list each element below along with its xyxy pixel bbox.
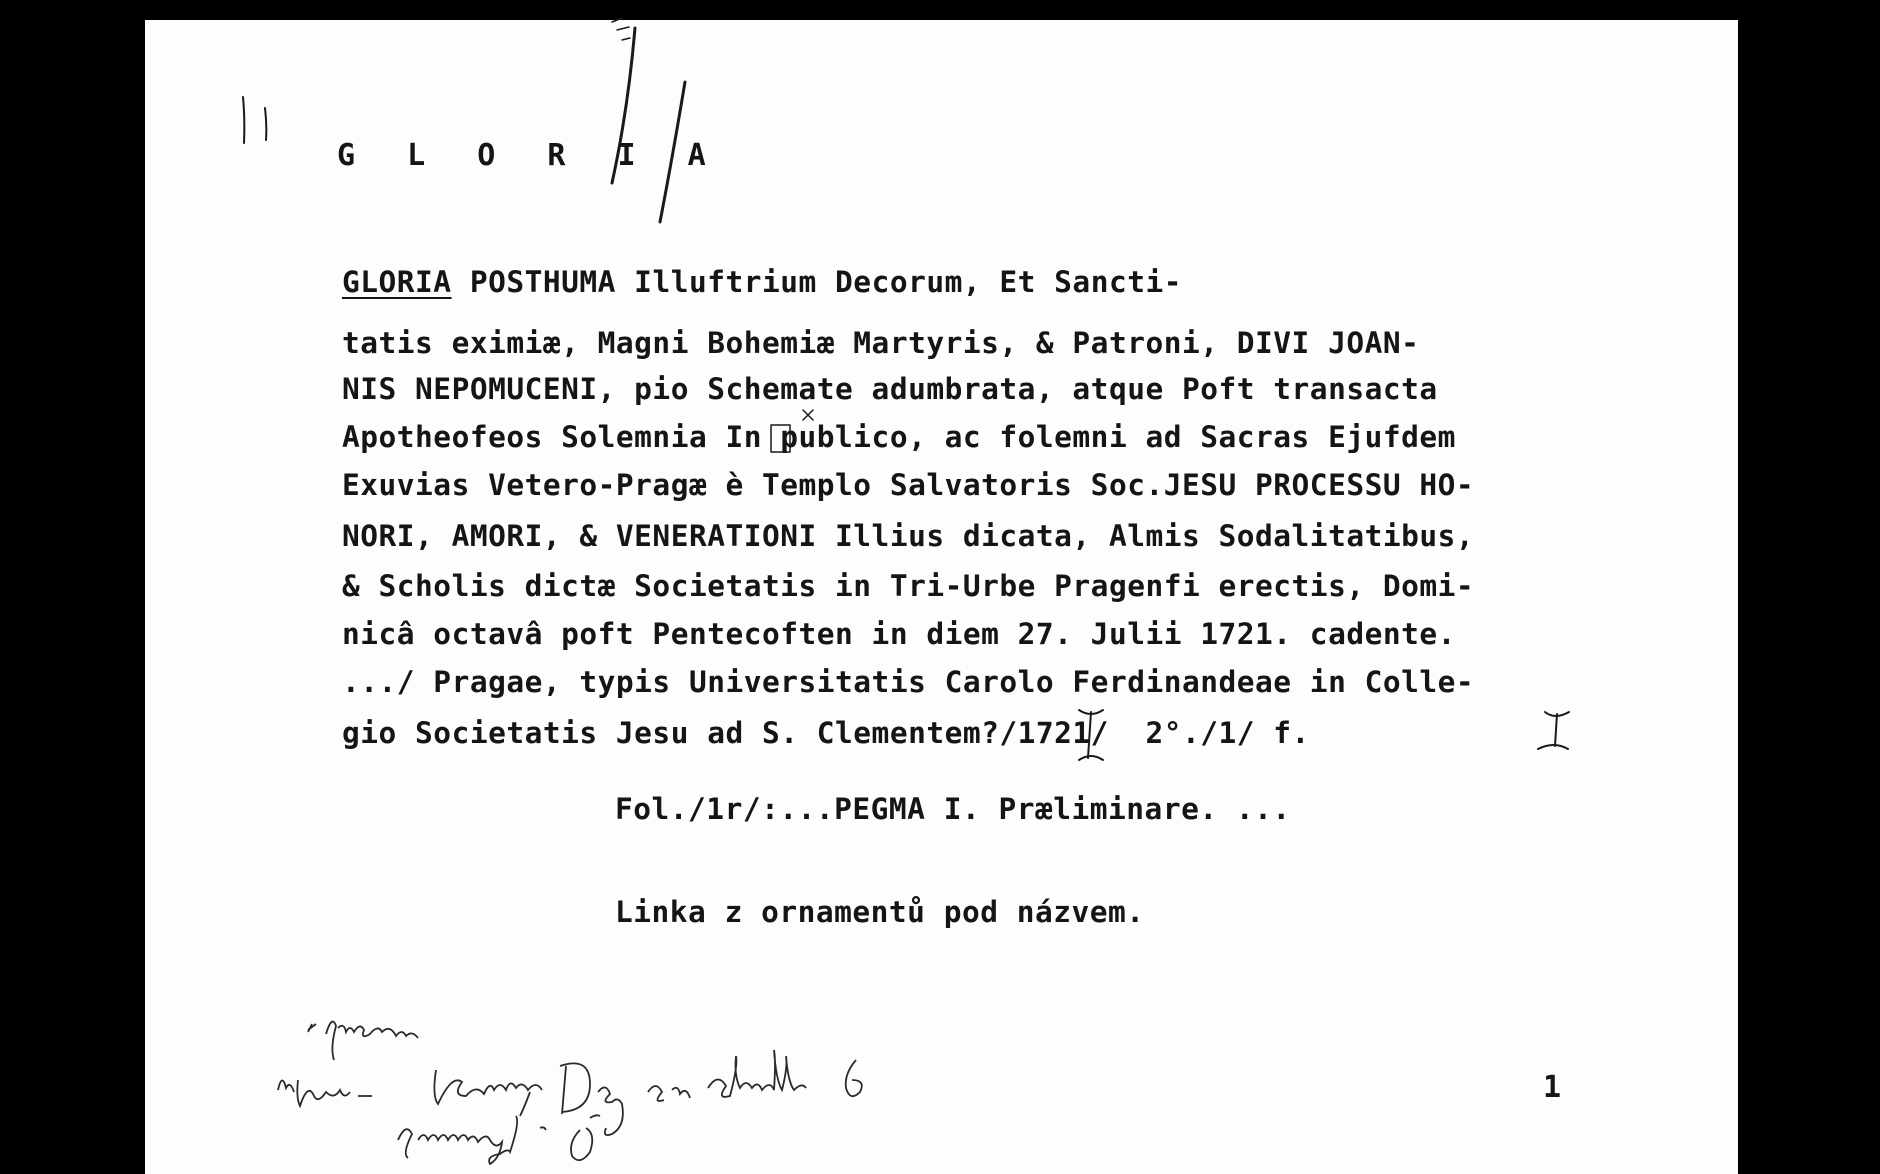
ornament-note: Linka z ornamentů pod názvem. (615, 895, 1145, 929)
title-first-line-rest: POSTHUMA Illuftrium Decorum, Et Sancti- (451, 265, 1182, 299)
title-line-9: .../ Pragae, typis Universitatis Carolo Ferdinandeae in Colle- (342, 665, 1475, 699)
card-heading: G L O R I A (337, 138, 723, 173)
title-line-6: NORI, AMORI, & VENERATIONI Illius dicata, Almis Sodalitatibus, (342, 519, 1475, 553)
title-line-2: tatis eximiæ, Magni Bohemiæ Martyris, & Patroni, DIVI JOAN- (342, 326, 1420, 360)
title-line-5: Exuvias Vetero-Pragæ è Templo Salvatoris Soc.JESU PROCESSU HO- (342, 468, 1475, 502)
title-line-1 (342, 265, 1182, 299)
title-line-7: & Scholis dictæ Societatis in Tri-Urbe Pragenfi erectis, Domi- (342, 569, 1475, 603)
title-line-4: Apotheofeos Solemnia In publico, ac folemni ad Sacras Ejufdem (342, 420, 1456, 454)
title-first-word: GLORIA (342, 265, 452, 299)
title-line-3: NIS NEPOMUCENI, pio Schemate adumbrata, atque Poft transacta (342, 372, 1438, 406)
page-number: 1 (1543, 1070, 1562, 1105)
handwritten-annotation (268, 1000, 1088, 1170)
folio-note: Fol./1r/:...PEGMA I. Præliminare. ... (615, 792, 1291, 826)
title-line-10: gio Societatis Jesu ad S. Clementem?/1721/ 2°./1/ f. (342, 716, 1310, 750)
title-line-8: nicâ octavâ poft Pentecoften in diem 27. Julii 1721. cadente. (342, 617, 1456, 651)
